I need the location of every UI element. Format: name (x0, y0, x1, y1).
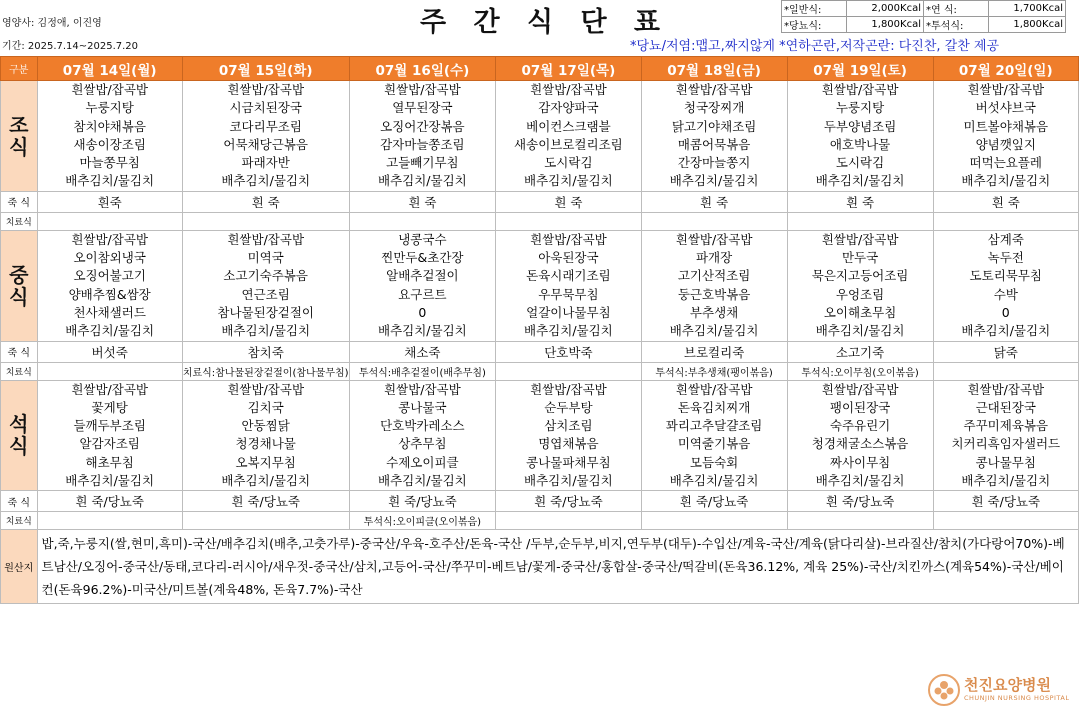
menu-item: 둥근호박볶음 (677, 286, 751, 302)
therapeutic-cell (496, 512, 641, 530)
menu-item: 녹두전 (987, 250, 1024, 266)
meal-label-char: 중 (9, 262, 29, 287)
meal-label-char: 식 (9, 134, 29, 159)
therapeutic-cell (641, 512, 787, 530)
menu-item: 배추김치/물김치 (669, 323, 759, 339)
therapeutic-cell (37, 362, 182, 380)
menu-cell (787, 380, 933, 491)
meal-label-char: 식 (9, 284, 29, 309)
porridge-cell: 닭죽 (933, 341, 1078, 362)
menu-item: 배추김치/물김치 (524, 473, 613, 489)
diet-notice: *당뇨/저염:맵고,짜지않게 *연하곤란,저작곤란: 다진찬, 갈찬 제공 (630, 39, 1000, 54)
menu-cell (787, 230, 933, 341)
day-header: 07월 17일(목) (496, 57, 641, 81)
menu-item: 청경채굴소스볶음 (811, 436, 909, 452)
day-header: 07월 18일(금) (641, 57, 787, 81)
menu-item: 우무묵무침 (538, 286, 599, 302)
menu-item: 흰쌀밥/잡곡밥 (384, 82, 461, 97)
menu-item: 팽이된장국 (829, 399, 891, 415)
day-header: 07월 14일(월) (37, 57, 182, 81)
menu-item: 알배추겉절이 (386, 268, 459, 284)
menu-item: 파래자반 (241, 155, 290, 171)
menu-item: 시금치된장국 (229, 100, 302, 116)
porridge-cell: 흰 죽 (349, 191, 496, 212)
menu-cell (641, 81, 787, 192)
day-header: 07월 20일(일) (933, 57, 1078, 81)
hospital-logo (928, 672, 1076, 708)
therapeutic-cell: 투석식:배추겉절이(배추무침) (349, 362, 496, 380)
menu-item: 닭고기야채조림 (671, 118, 757, 134)
menu-item: 흰쌀밥/잡곡밥 (675, 82, 753, 97)
menu-item: 버섯샤브국 (975, 100, 1036, 116)
menu-item: 미역줄기볶음 (677, 436, 751, 452)
menu-item: 떠먹는요플레 (969, 155, 1042, 171)
menu-cell (641, 380, 787, 491)
menu-cell (641, 230, 787, 341)
menu-item: 흰쌀밥/잡곡밥 (821, 231, 899, 247)
menu-cell (787, 81, 933, 192)
menu-cell (496, 380, 641, 491)
menu-item: 흰쌀밥/잡곡밥 (821, 381, 899, 397)
meal-label (1, 380, 38, 491)
meal-label-char: 식 (9, 434, 29, 459)
menu-item: 매콤어묵볶음 (677, 136, 751, 152)
menu-item: 흰쌀밥/잡곡밥 (71, 82, 148, 97)
menu-item: 짜사이무침 (829, 454, 891, 470)
menu-item: 배추김치/물김치 (65, 323, 155, 339)
menu-item: 수제오이피클 (386, 454, 459, 470)
menu-item: 두부양념조림 (823, 118, 897, 134)
menu-item: 흰쌀밥/잡곡밥 (530, 82, 607, 97)
menu-item: 흰쌀밥/잡곡밥 (384, 381, 461, 397)
calorie-table (781, 0, 1079, 32)
porridge-cell: 흰 죽/당뇨죽 (349, 491, 496, 512)
menu-cell (349, 81, 496, 192)
menu-cell (182, 81, 349, 192)
menu-item: 흰쌀밥/잡곡밥 (71, 231, 148, 247)
menu-item: 김치국 (247, 399, 284, 415)
menu-item: 배추김치/물김치 (815, 323, 905, 339)
menu-item: 0 (1001, 304, 1010, 320)
menu-item: 배추김치/물김치 (378, 323, 467, 339)
menu-item: 흰쌀밥/잡곡밥 (821, 82, 899, 97)
menu-item: 콩나물국 (398, 399, 447, 415)
porridge-cell: 버섯죽 (37, 341, 182, 362)
menu-item: 아욱된장국 (538, 250, 599, 266)
menu-item: 청국장찌개 (683, 100, 745, 116)
menu-item: 청경채나물 (235, 436, 296, 452)
menu-item: 새송이브로컬리조림 (514, 136, 623, 152)
menu-item: 단호박카레소스 (380, 418, 465, 434)
porridge-cell: 흰 죽/당뇨죽 (787, 491, 933, 512)
menu-item: 요구르트 (398, 286, 447, 302)
menu-item: 숙주유린기 (829, 418, 891, 434)
menu-cell (182, 230, 349, 341)
menu-item: 콩나물파채무침 (526, 454, 611, 470)
menu-item: 참나물된장겉절이 (217, 304, 314, 320)
menu-item: 도시락김 (835, 155, 885, 171)
porridge-cell: 흰 죽 (933, 191, 1078, 212)
therapeutic-label: 치료식 (1, 362, 38, 380)
therapeutic-label: 치료식 (1, 512, 38, 530)
kcal-value: 1,800Kcal (847, 17, 924, 33)
menu-item: 수박 (993, 286, 1018, 302)
menu-item: 상추무침 (398, 436, 447, 452)
menu-item: 배추김치/물김치 (524, 323, 613, 339)
menu-cell (182, 380, 349, 491)
menu-item: 소고기숙주볶음 (223, 268, 308, 284)
menu-item: 오이해초무침 (823, 304, 897, 320)
kcal-value: 1,700Kcal (989, 1, 1066, 17)
menu-item: 배추김치/물김치 (669, 173, 759, 189)
porridge-cell: 흰 죽 (787, 191, 933, 212)
therapeutic-cell (37, 512, 182, 530)
meal-label (1, 230, 38, 341)
menu-item: 누룽지탕 (85, 100, 134, 116)
menu-item: 배추김치/물김치 (961, 323, 1051, 339)
weekly-menu-table (0, 56, 1079, 604)
meal-label-char: 석 (9, 412, 29, 437)
therapeutic-label: 치료식 (1, 212, 38, 230)
porridge-cell: 흰 죽 (496, 191, 641, 212)
menu-item: 배추김치/물김치 (961, 473, 1051, 489)
menu-item: 콩나물무침 (975, 454, 1036, 470)
porridge-cell: 흰죽 (37, 191, 182, 212)
porridge-cell: 흰 죽/당뇨죽 (641, 491, 787, 512)
menu-item: 해초무침 (85, 454, 134, 470)
therapeutic-cell (37, 212, 182, 230)
menu-item: 양념깻잎지 (975, 136, 1036, 152)
menu-item: 돈육김치찌개 (677, 399, 751, 415)
porridge-cell: 참치죽 (182, 341, 349, 362)
porridge-cell: 단호박죽 (496, 341, 641, 362)
menu-item: 삼치조림 (544, 418, 593, 434)
kcal-value: 1,800Kcal (989, 17, 1066, 33)
menu-cell (349, 230, 496, 341)
menu-item: 냉콩국수 (398, 231, 447, 247)
therapeutic-cell (349, 212, 496, 230)
menu-item: 명엽채볶음 (538, 436, 599, 452)
menu-item: 양배추찜&쌈장 (68, 286, 151, 302)
porridge-cell: 흰 죽 (182, 191, 349, 212)
menu-item: 누룽지탕 (835, 100, 885, 116)
period-range: 기간: 2025.7.14~2025.7.20 (2, 41, 139, 52)
menu-item: 꽃게탕 (91, 399, 128, 415)
corner-header: 구분 (1, 57, 38, 81)
menu-item: 흰쌀밥/잡곡밥 (675, 381, 753, 397)
menu-item: 배추김치/물김치 (221, 473, 311, 489)
menu-item: 배추김치/물김치 (961, 173, 1051, 189)
day-header: 07월 16일(수) (349, 57, 496, 81)
menu-item: 부추생채 (689, 304, 739, 320)
page-title: 주 간 식 단 표 (420, 7, 670, 38)
menu-item: 배추김치/물김치 (669, 473, 759, 489)
hospital-name-english: CHUNJIN NURSING HOSPITAL (964, 694, 1070, 702)
menu-item: 배추김치/물김치 (378, 173, 467, 189)
menu-item: 감자양파국 (538, 100, 599, 116)
menu-item: 감자마늘쫑조림 (380, 136, 465, 152)
menu-item: 흰쌀밥/잡곡밥 (227, 231, 305, 247)
menu-item: 꽈리고추달걀조림 (665, 418, 763, 434)
porridge-label: 죽 식 (1, 491, 38, 512)
porridge-cell: 흰 죽/당뇨죽 (496, 491, 641, 512)
menu-item: 오징어간장볶음 (380, 118, 465, 134)
therapeutic-cell (641, 212, 787, 230)
therapeutic-cell (182, 212, 349, 230)
menu-item: 흰쌀밥/잡곡밥 (71, 381, 148, 397)
meal-label-char: 조 (9, 112, 29, 137)
porridge-cell: 흰 죽/당뇨죽 (933, 491, 1078, 512)
porridge-label: 죽 식 (1, 341, 38, 362)
menu-item: 도토리묵무침 (969, 268, 1042, 284)
menu-item: 배추김치/물김치 (65, 473, 155, 489)
menu-item: 연근조림 (241, 286, 290, 302)
porridge-cell: 흰 죽 (641, 191, 787, 212)
menu-item: 고기산적조림 (677, 268, 751, 284)
menu-item: 치커리흑임자샐러드 (951, 436, 1061, 452)
menu-cell (933, 230, 1078, 341)
menu-item: 간장마늘쫑지 (677, 155, 751, 171)
therapeutic-cell (933, 362, 1078, 380)
menu-cell (933, 81, 1078, 192)
menu-item: 묵은지고등어조림 (811, 268, 909, 284)
menu-item: 배추김치/물김치 (815, 473, 905, 489)
menu-item: 돈육시래기조림 (526, 268, 611, 284)
menu-item: 배추김치/물김치 (221, 173, 311, 189)
menu-item: 오징어불고기 (73, 268, 146, 284)
menu-item: 안동찜닭 (241, 418, 290, 434)
menu-item: 코다리무조림 (229, 118, 302, 134)
therapeutic-cell: 투석식:오이피클(오이볶음) (349, 512, 496, 530)
menu-item: 참치야채볶음 (73, 118, 146, 134)
menu-item: 얼갈이나물무침 (526, 304, 611, 320)
menu-item: 미트볼야채볶음 (963, 118, 1049, 134)
hospital-name: 천진요양병원 (964, 676, 1051, 694)
menu-item: 애호박나물 (829, 136, 891, 152)
menu-item: 고들빼기무침 (386, 155, 459, 171)
therapeutic-cell: 치료식:참나물된장겉절이(참나물무침) (182, 362, 349, 380)
therapeutic-cell (496, 362, 641, 380)
therapeutic-cell (182, 512, 349, 530)
menu-item: 들깨두부조림 (73, 418, 146, 434)
menu-item: 베이컨스크램블 (526, 118, 611, 134)
porridge-cell: 채소죽 (349, 341, 496, 362)
meal-label (1, 81, 38, 192)
porridge-cell: 흰 죽/당뇨죽 (37, 491, 182, 512)
menu-item: 새송이장조림 (73, 136, 146, 152)
menu-item: 삼계죽 (987, 231, 1024, 247)
day-header: 07월 19일(토) (787, 57, 933, 81)
menu-item: 흰쌀밥/잡곡밥 (227, 381, 305, 397)
porridge-cell: 흰 죽/당뇨죽 (182, 491, 349, 512)
menu-item: 흰쌀밥/잡곡밥 (675, 231, 753, 247)
kcal-label: *당뇨식: (782, 17, 847, 33)
logo-mark-icon (928, 674, 960, 706)
menu-item: 흰쌀밥/잡곡밥 (530, 231, 607, 247)
day-header: 07월 15일(화) (182, 57, 349, 81)
menu-item: 흰쌀밥/잡곡밥 (227, 82, 305, 97)
therapeutic-cell (933, 212, 1078, 230)
dietitian-names: 영양사: 김정애, 이진영 (2, 18, 102, 29)
menu-cell (37, 380, 182, 491)
menu-item: 미역국 (247, 250, 284, 266)
porridge-label: 죽 식 (1, 191, 38, 212)
menu-item: 배추김치/물김치 (65, 173, 155, 189)
therapeutic-cell (933, 512, 1078, 530)
origin-label: 원산지 (1, 530, 38, 604)
menu-item: 흰쌀밥/잡곡밥 (967, 82, 1045, 97)
menu-cell (496, 230, 641, 341)
menu-item: 모듬숙회 (689, 454, 739, 470)
menu-item: 배추김치/물김치 (378, 473, 467, 489)
menu-cell (37, 230, 182, 341)
therapeutic-cell (496, 212, 641, 230)
menu-item: 마늘쫑무침 (79, 155, 140, 171)
header (0, 0, 1079, 56)
menu-item: 천사채샐러드 (73, 304, 146, 320)
menu-cell (37, 81, 182, 192)
menu-item: 열무된장국 (392, 100, 453, 116)
menu-item: 배추김치/물김치 (815, 173, 905, 189)
menu-item: 도시락김 (544, 155, 593, 171)
menu-item: 알감자조림 (79, 436, 140, 452)
menu-item: 오복지무침 (235, 454, 296, 470)
menu-item: 근대된장국 (975, 399, 1036, 415)
menu-item: 0 (418, 304, 427, 320)
menu-item: 어묵채당근볶음 (223, 136, 308, 152)
menu-item: 흰쌀밥/잡곡밥 (530, 381, 607, 397)
menu-item: 순두부탕 (544, 399, 593, 415)
menu-cell (349, 380, 496, 491)
therapeutic-cell: 투석식:오이무침(오이볶음) (787, 362, 933, 380)
therapeutic-cell: 투석식:부추생채(팽이볶음) (641, 362, 787, 380)
menu-item: 오이참외냉국 (73, 250, 146, 266)
menu-item: 파개장 (695, 250, 733, 266)
therapeutic-cell (787, 512, 933, 530)
therapeutic-cell (787, 212, 933, 230)
menu-item: 만두국 (841, 250, 879, 266)
kcal-value: 2,000Kcal (847, 1, 924, 17)
menu-item: 주꾸미제육볶음 (963, 418, 1049, 434)
origin-text: 밥,죽,누룽지(쌀,현미,흑미)-국산/배추김치(배추,고춧가루)-중국산/우육-호주산/돈육-국산 /두부,순두부,비지,연두부(대두)-수입산/계육-국산/계육(닭다리살)-브라질산/참치(가다랑어70%)-베트남산/오징어-중국산/동태,코다리-러시아/새우젓-중국산/삼치,고등어-국산/쭈꾸미-베트남/꽃게-중국산/홍합살-중국산/떡갈비(돈육36.12%, 계육 25%)-국산/치킨까스(계육54%)-국산/베이컨(돈육96.2%)-미국산/미트볼(계육48%, 돈육7.7%)-국산 (37, 530, 1078, 604)
menu-cell (496, 81, 641, 192)
menu-cell (933, 380, 1078, 491)
porridge-cell: 소고기죽 (787, 341, 933, 362)
menu-item: 흰쌀밥/잡곡밥 (967, 381, 1045, 397)
menu-item: 찐만두&초간장 (381, 250, 464, 266)
kcal-label: *투석식: (924, 17, 989, 33)
kcal-label: *일반식: (782, 1, 847, 17)
menu-item: 우엉조림 (835, 286, 885, 302)
kcal-label: *연 식: (924, 1, 989, 17)
menu-item: 배추김치/물김치 (524, 173, 613, 189)
porridge-cell: 브로컬리죽 (641, 341, 787, 362)
menu-item: 배추김치/물김치 (221, 323, 311, 339)
